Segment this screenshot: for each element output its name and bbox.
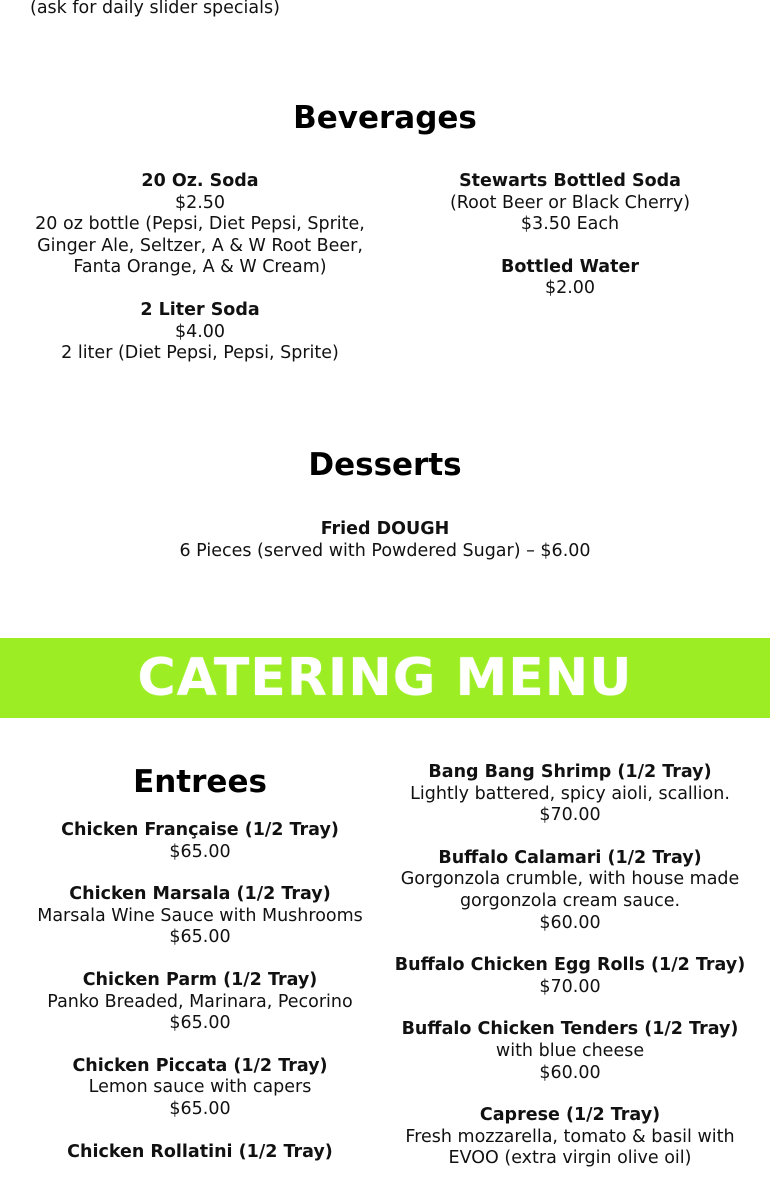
menu-item [385,1019,755,1084]
entrees-left-column [15,820,385,1184]
menu-item-detail: $65.00 [169,927,231,948]
slider-specials-note: (ask for daily slider specials) [30,0,280,18]
menu-item [15,970,385,1035]
menu-item-detail: $60.00 [539,1062,601,1083]
menu-item-detail: $65.00 [169,841,231,862]
menu-item [385,257,755,300]
desserts-heading: Desserts [308,447,462,483]
menu-item-detail: EVOO (extra virgin olive oil) [448,1148,692,1169]
menu-item-detail: $65.00 [169,1013,231,1034]
beverages-right-column [385,171,755,321]
menu-item-name: 2 Liter Soda [140,299,260,320]
menu-item [385,1105,755,1170]
menu-item-detail: with blue cheese [495,1040,645,1061]
menu-item [385,848,755,934]
menu-item [0,519,770,562]
menu-item-name: Buffalo Chicken Egg Rolls (1/2 Tray) [394,955,746,976]
menu-item-detail: Marsala Wine Sauce with Mushrooms [37,905,363,926]
menu-item-name: Buffalo Chicken Tenders (1/2 Tray) [401,1019,739,1040]
catering-banner-title: CATERING MENU [137,648,633,708]
menu-item-detail: Lemon sauce with capers [88,1077,312,1098]
catering-banner [0,638,770,718]
menu-item-detail: 2 liter (Diet Pepsi, Pepsi, Sprite) [61,343,339,364]
menu-item-name: Bottled Water [501,256,639,277]
menu-item-detail: Panko Breaded, Marinara, Pecorino [47,991,353,1012]
menu-item [15,820,385,863]
menu-item-name: Chicken Rollatini (1/2 Tray) [67,1141,333,1162]
entrees-heading: Entrees [133,764,267,800]
menu-item-name: 20 Oz. Soda [141,171,259,191]
menu-item-detail: $2.50 [174,192,226,213]
menu-item-detail: $2.00 [544,278,596,299]
menu-item [385,955,755,998]
menu-item-detail: $70.00 [539,805,601,826]
menu-item-name: Fried DOUGH [320,519,450,539]
menu-item-detail: $4.00 [174,321,226,342]
menu-item-name: Chicken Piccata (1/2 Tray) [72,1055,328,1076]
menu-item-detail: Fanta Orange, A & W Cream) [73,257,327,278]
menu-item-name: Caprese (1/2 Tray) [479,1105,661,1126]
menu-item-detail: gorgonzola cream sauce. [459,890,681,911]
menu-item-detail: $65.00 [169,1098,231,1119]
beverages-heading: Beverages [293,100,477,136]
menu-item-detail: (Root Beer or Black Cherry) [449,192,691,213]
menu-item-name: Chicken Française (1/2 Tray) [61,820,339,840]
menu-item-detail: 6 Pieces (served with Powdered Sugar) – $6.00 [179,540,591,561]
menu-item-name: Chicken Marsala (1/2 Tray) [69,884,331,905]
menu-item-name: Bang Bang Shrimp (1/2 Tray) [428,762,712,782]
entrees-right-column [385,762,755,1191]
menu-item [15,171,385,279]
menu-item [385,171,755,236]
menu-item-detail: $60.00 [539,912,601,933]
menu-item [15,884,385,949]
menu-item-detail: Ginger Ale, Seltzer, A & W Root Beer, [37,235,363,256]
menu-item-detail: $70.00 [539,976,601,997]
menu-item [15,1056,385,1121]
menu-item-detail: Gorgonzola crumble, with house made [400,869,740,890]
menu-item-name: Buffalo Calamari (1/2 Tray) [438,847,702,868]
menu-item [15,300,385,365]
desserts-list [0,519,770,583]
menu-item-detail: Lightly battered, spicy aioli, scallion. [410,783,730,804]
menu-item-name: Chicken Parm (1/2 Tray) [82,969,318,990]
menu-item [15,1142,385,1164]
menu-item-detail: Fresh mozzarella, tomato & basil with [405,1126,735,1147]
menu-item [385,762,755,827]
menu-item-detail: $3.50 Each [520,214,620,235]
menu-item-name: Stewarts Bottled Soda [459,171,681,191]
menu-item-detail: 20 oz bottle (Pepsi, Diet Pepsi, Sprite, [35,214,365,235]
beverages-left-column [15,171,385,386]
